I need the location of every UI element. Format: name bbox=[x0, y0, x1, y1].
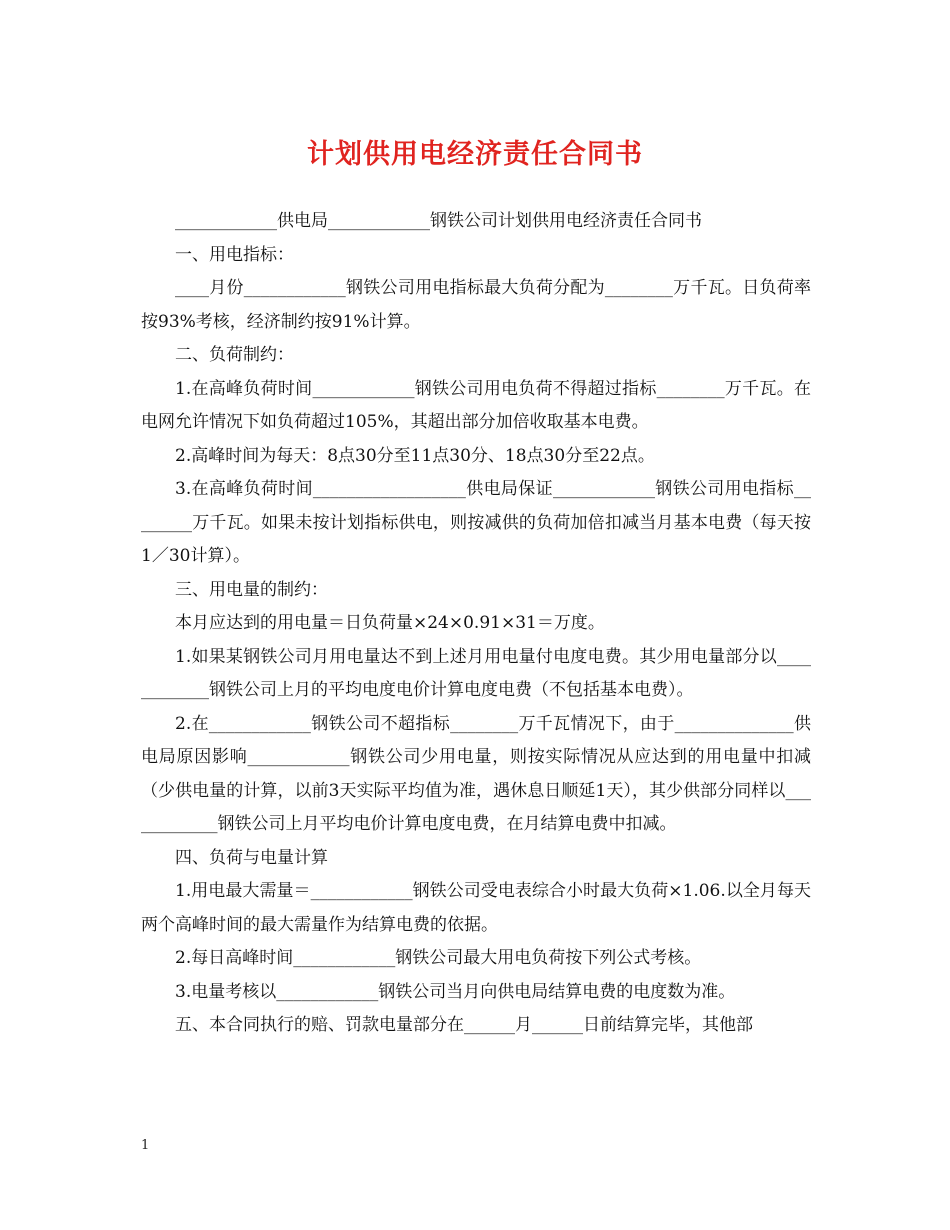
paragraph-header: ____________供电局____________钢铁公司计划供用电经济责任合同书 bbox=[175, 211, 702, 231]
paragraph: 1.在高峰负荷时间____________钢铁公司用电负荷不得超过指标________万千瓦。在电网允许情况下如负荷超过105%，其超出部分加倍收取基本电费。 bbox=[141, 378, 811, 432]
section-heading-4: 四、负荷与电量计算 bbox=[175, 847, 328, 868]
paragraph: 2.在____________钢铁公司不超指标________万千瓦情况下，由于______________供电局原因影响____________钢铁公司少用电量，则按实际情况从应达到的用电量中扣减（少供电量的计算，以前3天实际平均值为准，遇休息日顺延1天），其少供部分同样以____________钢铁公司上月平均电价计算电度电费，在月结算电费中扣减。 bbox=[141, 713, 811, 834]
section-heading-1: 一、用电指标： bbox=[175, 244, 294, 265]
page-number: 1 bbox=[141, 1138, 150, 1153]
section-heading-2: 二、负荷制约： bbox=[175, 345, 294, 365]
paragraph: 本月应达到的用电量＝日负荷量×24×0.91×31＝万度。 bbox=[175, 613, 605, 633]
document-body bbox=[141, 205, 811, 1043]
paragraph: 2.高峰时间为每天：8点30分至11点30分、18点30分至22点。 bbox=[175, 445, 655, 466]
paragraph: 1.用电最大需量＝____________钢铁公司受电表综合小时最大负荷×1.06.以全月每天两个高峰时间的最大需量作为结算电费的依据。 bbox=[141, 881, 811, 935]
section-heading-5: 五、本合同执行的赔、罚款电量部分在______月______日前结算完毕，其他部 bbox=[175, 1015, 753, 1035]
section-heading-3: 三、用电量的制约： bbox=[175, 579, 328, 600]
document-title: 计划供用电经济责任合同书 bbox=[307, 139, 643, 170]
paragraph: 1.如果某钢铁公司月用电量达不到上述月用电量付电度电费。其少用电量部分以____________钢铁公司上月的平均电度电价计算电度电费（不包括基本电费）。 bbox=[141, 646, 811, 700]
paragraph: 3.电量考核以____________钢铁公司当月向供电局结算电费的电度数为准。 bbox=[175, 981, 736, 1002]
paragraph: 2.每日高峰时间____________钢铁公司最大用电负荷按下列公式考核。 bbox=[175, 948, 702, 968]
paragraph: 3.在高峰负荷时间__________________供电局保证____________钢铁公司用电指标________万千瓦。如果未按计划指标供电，则按减供的负荷加倍扣减当月基本电费（每天按1／30计算）。 bbox=[141, 479, 811, 566]
paragraph: ____月份____________钢铁公司用电指标最大负荷分配为________万千瓦。日负荷率按93%考核，经济制约按91%计算。 bbox=[141, 278, 811, 332]
